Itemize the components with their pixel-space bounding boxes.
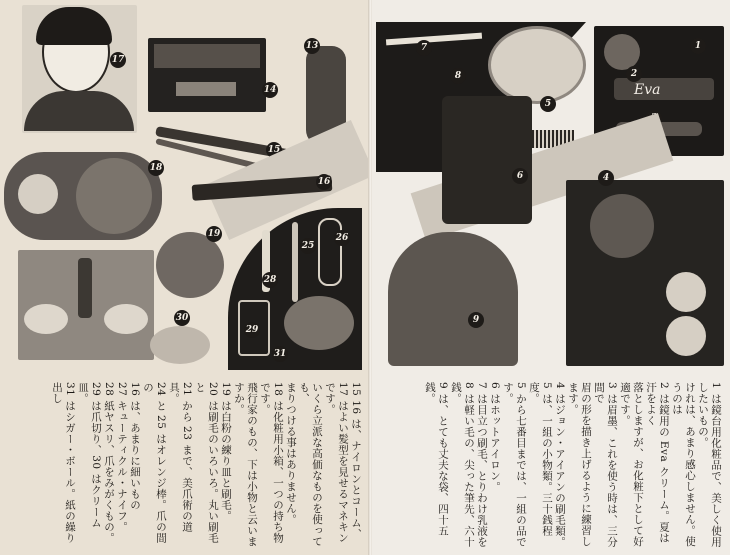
text-column: 4 はジョン・アイアンの刷毛類。 xyxy=(554,382,566,548)
photo-number: 9 xyxy=(468,312,484,328)
text-column: 28 紙ヤスリ、爪をみがくもの。 xyxy=(103,382,115,544)
text-column: いくら立派な高価なものを使っても、 xyxy=(298,382,323,547)
right-body-text xyxy=(423,382,722,550)
text-column: 1 は鏡台用化粧品で、美しく使用したいもの。 xyxy=(697,382,722,548)
text-column: 5 から七番目までは、一組の品です。 xyxy=(502,382,527,548)
photo-number: 26 xyxy=(334,230,350,246)
makeup-case-photo xyxy=(148,38,266,112)
case-plate xyxy=(176,82,236,96)
text-column: 31 はシガー・ボール。紙の繰り出し xyxy=(51,382,76,544)
compact-photo xyxy=(488,26,586,104)
text-column: まりつける事はありません。 xyxy=(285,382,297,525)
text-column: 飛行家のもの、下は小物と云いますか。 xyxy=(233,382,258,547)
tray-jar xyxy=(24,304,68,334)
case-top xyxy=(154,44,260,68)
polish-dish xyxy=(284,296,354,350)
scissors xyxy=(318,218,342,286)
product-label: Eva xyxy=(634,82,661,98)
text-column: 7 は目立つ刷毛、とりわけ乳液を xyxy=(476,382,488,548)
text-column: 24 と 25 はオレンジ棒。爪の間の xyxy=(142,382,167,544)
text-column: 17 はよい髪型を見せるマネキンです。 xyxy=(324,382,349,544)
photo-number: 8 xyxy=(450,68,466,84)
photo-number: 7 xyxy=(416,40,432,56)
photo-number: 19 xyxy=(206,226,222,242)
text-column: 19 は白粉の練り皿と刷毛。 xyxy=(220,382,232,522)
text-column: 2 は鏡用の Eva クリーム。夏は汗をよく xyxy=(645,382,670,544)
text-column: けれは、あまり感心しません。使うのは xyxy=(671,382,696,547)
mannequin-cap xyxy=(36,7,112,45)
text-column: 5 は、一組の小物類。三十銭程度。 xyxy=(528,382,553,537)
manicure-case-photo xyxy=(4,152,162,240)
text-column: 6 はホットアイロン。 xyxy=(489,382,501,493)
mannequin-photo xyxy=(22,5,137,133)
compact-case xyxy=(604,34,640,70)
jar-1 xyxy=(666,272,706,312)
photo-number: 18 xyxy=(148,160,164,176)
photo-number: 4 xyxy=(598,170,614,186)
mannequin-shoulders xyxy=(24,91,134,131)
photo-number: 14 xyxy=(262,82,278,98)
tray-jar-2 xyxy=(104,304,148,334)
tray-bottle xyxy=(78,258,92,318)
photo-number: 29 xyxy=(244,322,260,338)
right-page xyxy=(372,0,730,555)
photo-number: 5 xyxy=(540,96,556,112)
photo-number: 30 xyxy=(174,310,190,326)
text-column: 8 は軽い毛の、尖った筆先、六十銭。 xyxy=(450,382,475,548)
heater-photo xyxy=(442,96,532,224)
bag-photo xyxy=(388,232,518,366)
vanity-tray-photo xyxy=(18,250,154,360)
text-column: 15 16 は、ナイロンとコーム、 xyxy=(350,382,362,540)
text-column: 3 は眉墨、これを使う時は、三分間で xyxy=(593,382,618,548)
text-column: 眉の形を描き上げるように練習します。 xyxy=(567,382,592,547)
cream-dish-photo xyxy=(150,326,210,364)
text-column: 落としますが、お化粧下として好適です。 xyxy=(619,382,644,547)
case-mirror-2 xyxy=(76,158,152,234)
cream-tube xyxy=(614,78,714,100)
photo-number: 25 xyxy=(300,238,316,254)
text-column: 27 キューティクル・ナイフ。 xyxy=(116,382,128,533)
photo-number: 15 xyxy=(266,142,282,158)
photo-number: 2 xyxy=(626,66,642,82)
pencil xyxy=(386,33,482,46)
photo-number: 28 xyxy=(262,272,278,288)
text-column: 29 は爪切り、30 はクリーム皿。 xyxy=(77,382,102,529)
mirror xyxy=(590,194,654,258)
text-column: 20 は刷毛のいろいろ。丸い刷毛と xyxy=(194,382,219,544)
photo-number: 16 xyxy=(316,174,332,190)
case-mirror xyxy=(18,174,58,214)
jar-2 xyxy=(666,316,706,356)
text-column: 18 は化粧用小箱、一つの持ち物です。 xyxy=(259,382,284,544)
text-column: 21 から 23 まで、美爪術の道具。 xyxy=(168,382,193,533)
text-column: 9 は、とても丈夫な袋、四十五銭。 xyxy=(424,382,449,537)
photo-number: 6 xyxy=(512,168,528,184)
cuticle-knife xyxy=(292,222,298,302)
photo-number: 17 xyxy=(110,52,126,68)
photo-number: 1 xyxy=(690,38,706,54)
photo-number: 13 xyxy=(304,38,320,54)
photo-number: 31 xyxy=(272,346,288,362)
travel-case-photo xyxy=(566,180,724,366)
left-body-text xyxy=(50,382,362,550)
text-column: 16 は、あまりに細いもの xyxy=(129,382,141,511)
